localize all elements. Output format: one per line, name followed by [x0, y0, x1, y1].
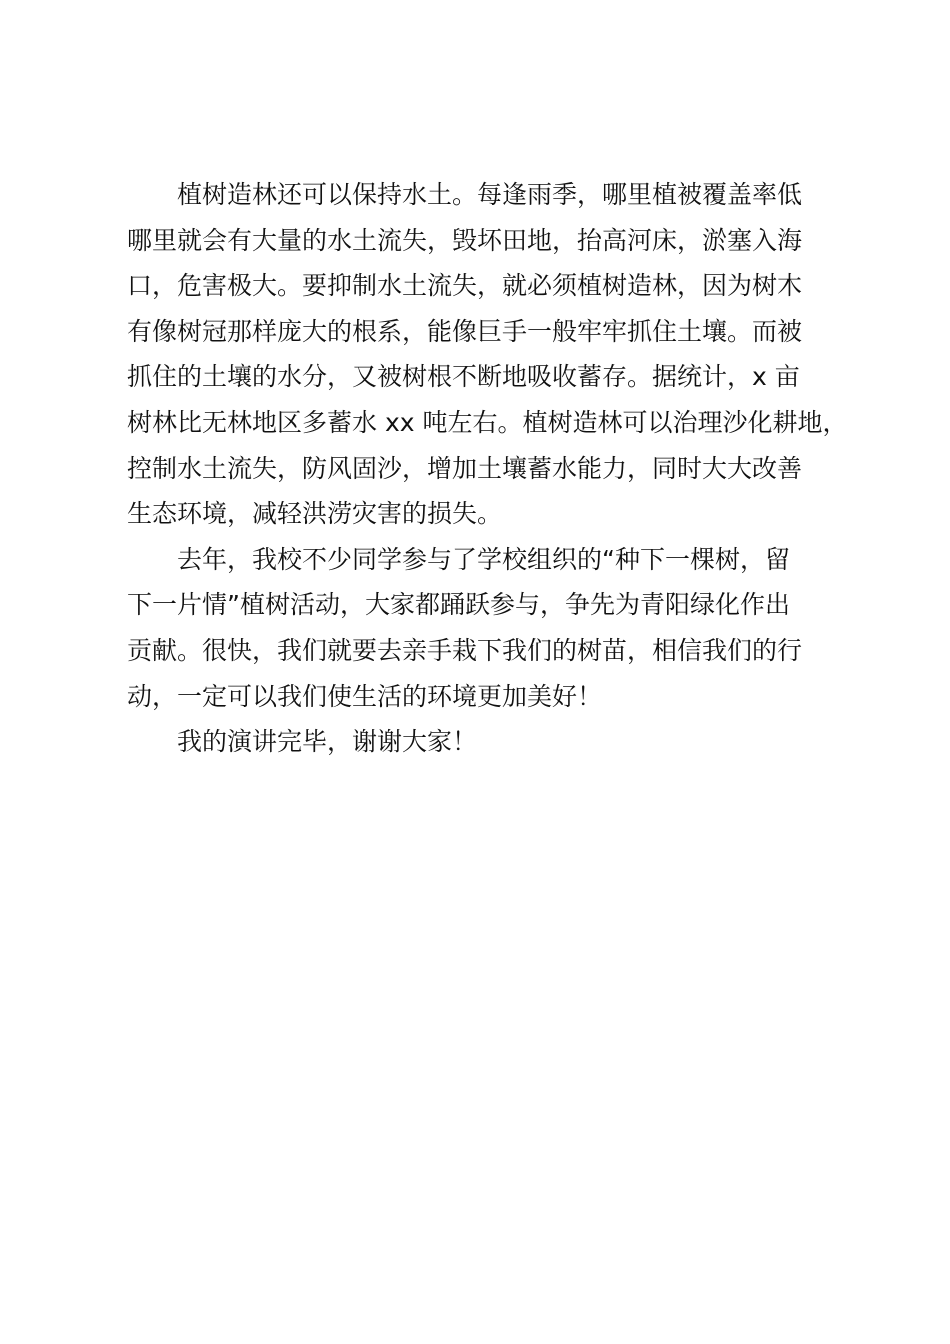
- paragraph-soil-conservation: [127, 172, 848, 537]
- speech-text: [127, 172, 848, 765]
- text-line: 植树造林还可以保持水土。每逢雨季，哪里植被覆盖率低: [177, 180, 803, 209]
- text-line: 有像树冠那样庞大的根系，能像巨手一般牢牢抓住土壤。而被: [127, 316, 803, 346]
- text-line: 抓住的土壤的水分，又被树根不断地吸收蓄存。据统计，x 亩: [127, 362, 800, 392]
- text-line: 生态环境，减轻洪涝灾害的损失。: [127, 499, 503, 529]
- text-line: 动，一定可以我们使生活的环境更加美好！: [127, 681, 603, 711]
- paragraph-closing: [127, 719, 832, 765]
- text-line: 去年，我校不少同学参与了学校组织的“种下一棵树，留: [177, 544, 790, 574]
- text-line: 哪里就会有大量的水土流失，毁坏田地，抬高河床，淤塞入海: [127, 225, 803, 255]
- text-line: 下一片情”植树活动，大家都踊跃参与，争先为青阳绿化作出: [127, 590, 790, 620]
- text-line: 贡献。很快，我们就要去亲手栽下我们的树苗，相信我们的行: [127, 635, 803, 665]
- text-line: 口，危害极大。要抑制水土流失，就必须植树造林，因为树木: [127, 271, 803, 301]
- text-line: 控制水土流失，防风固沙，增加土壤蓄水能力，同时大大改善: [127, 453, 803, 483]
- text-line: 我的演讲完毕，谢谢大家！: [177, 727, 478, 757]
- paragraph-tree-planting-activity: [127, 537, 832, 719]
- text-line: 树林比无林地区多蓄水 xx 吨左右。植树造林可以治理沙化耕地，: [127, 407, 848, 437]
